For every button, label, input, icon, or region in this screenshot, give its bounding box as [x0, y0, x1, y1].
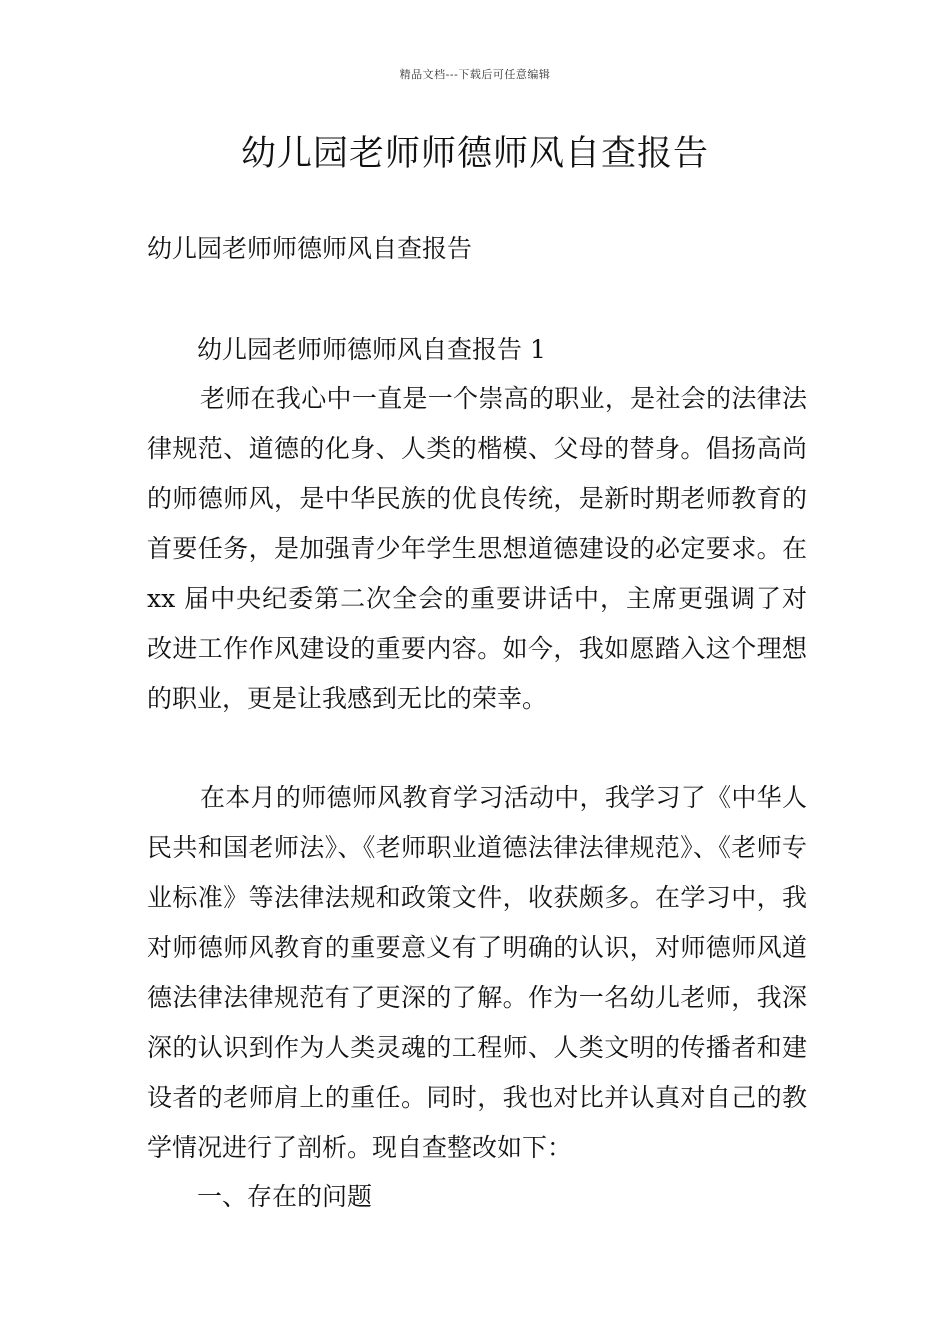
section-heading: 幼儿园老师师德师风自查报告 1: [197, 335, 546, 364]
document-title: 幼儿园老师师德师风自查报告: [240, 134, 709, 174]
body-paragraph-2: 在本月的师德师风教育学习活动中，我学习了《中华人民共和国老师法》、《老师职业道德法律法律规范》、《老师专业标准》等法律法规和政策文件，收获颇多。在学习中，我对师德师风教育的重要意义有了明确的认识，对师德师风道德法律法律规范有了更深的了解。作为一名幼儿老师，我深深的认识到作为人类灵魂的工程师、人类文明的传播者和建设者的老师肩上的重任。同时，我也对比并认真对自己的教学情况进行了剖析。现自查整改如下：: [147, 783, 807, 1162]
issues-heading: 一、存在的问题: [197, 1182, 373, 1211]
document-subtitle: 幼儿园老师师德师风自查报告: [147, 234, 473, 263]
body-paragraph-1: 老师在我心中一直是一个崇高的职业，是社会的法律法律规范、道德的化身、人类的楷模、父母的替身。倡扬高尚的师德师风，是中华民族的优良传统，是新时期老师教育的首要任务，是加强青少年学生思想道德建设的必定要求。在 xx 届中央纪委第二次全会的重要讲话中，主席更强调了对改进工作作风建设的重要内容。如今，我如愿踏入这个理想的职业，更是让我感到无比的荣幸。: [147, 384, 807, 713]
header-note: 精品文档---下载后可任意编辑: [399, 68, 551, 81]
